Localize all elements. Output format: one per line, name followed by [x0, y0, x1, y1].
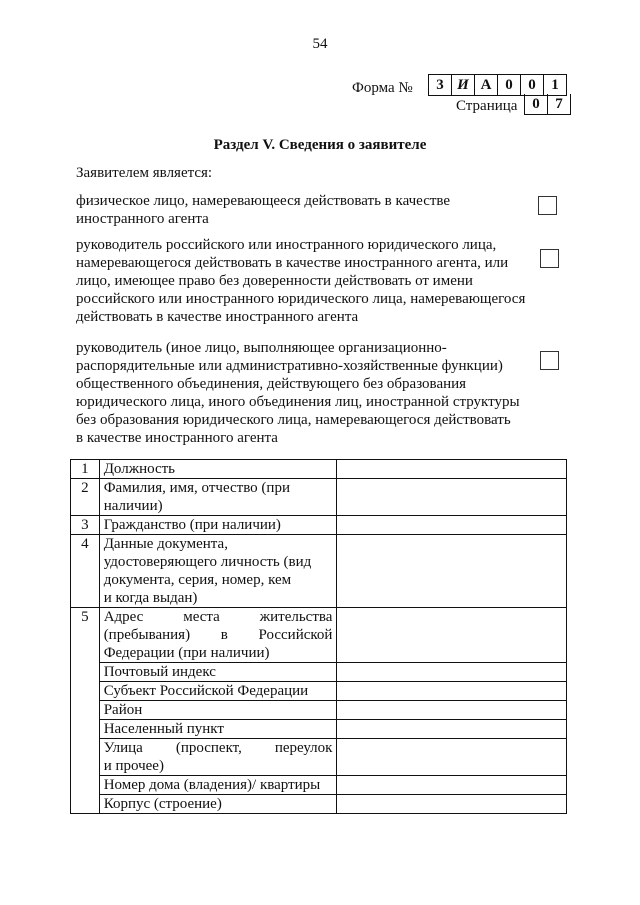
field-value-locality[interactable] [337, 720, 567, 739]
option-legal-entity-head-text: руководитель российского или иностранного юридического лица, намеревающегося действовать в качестве иностранного агента, или лицо, имеющее право без доверенности действовать от имени российского или иностранного юридического лица, намеревающегося действовать в качестве иностранного агента [76, 237, 526, 325]
table-row [71, 739, 567, 776]
row-number: 2 [71, 479, 100, 516]
page-label: Страница [456, 98, 518, 114]
field-label-position: Должность [99, 460, 337, 479]
label-line: и когда выдан) [103, 590, 198, 606]
label-line: документа, серия, номер, кем [103, 572, 292, 588]
field-value-identity-document[interactable] [337, 535, 567, 608]
label-line: Данные документа, [103, 536, 228, 552]
form-code-cell: 0 [498, 75, 521, 95]
field-value-postal-code[interactable] [337, 663, 567, 682]
option-association-head-text: руководитель (иное лицо, выполняющее организационно- распорядительные или административно-хозяйственные функции) общественного объединения, действующего без образования юридического лица, иного объединения лиц, иностранной структуры без образования юридического лица, намеревающегося действовать в качестве иностранного агента [76, 340, 520, 446]
form-code-cell: 1 [551, 77, 559, 93]
field-label-district: Район [99, 701, 337, 720]
field-label-citizenship: Гражданство (при наличии) [99, 516, 337, 535]
row-number: 4 [71, 535, 100, 608]
form-code-cell: 0 [521, 75, 544, 95]
row-number: 1 [71, 460, 100, 479]
table-row [71, 663, 567, 682]
label-line: Федерации (при наличии) [103, 645, 270, 661]
applicant-intro: Заявителем является: [76, 165, 213, 181]
field-value-federal-subject[interactable] [337, 682, 567, 701]
table-row [71, 720, 567, 739]
page-code-cell: 7 [555, 96, 563, 112]
table-row [71, 516, 567, 535]
label-line: (пребывания) в Российской [103, 627, 333, 643]
field-value-street[interactable] [337, 739, 567, 776]
field-value-residence-address[interactable] [337, 608, 567, 663]
form-number-label: Форма № [352, 80, 413, 96]
table-row [71, 479, 567, 516]
field-label-residence-address [99, 608, 337, 663]
table-row [71, 682, 567, 701]
field-value-district[interactable] [337, 701, 567, 720]
field-value-position[interactable] [337, 460, 567, 479]
table-row [71, 608, 567, 663]
label-line: и прочее) [103, 758, 164, 774]
field-label-building: Корпус (строение) [99, 795, 337, 814]
section-title: Раздел V. Сведения о заявителе [213, 137, 427, 153]
field-label-street [99, 739, 337, 776]
field-label-locality: Населенный пункт [99, 720, 337, 739]
table-row [71, 795, 567, 814]
label-line: Адрес места жительства [103, 609, 333, 625]
table-row [71, 701, 567, 720]
field-label-identity-document [99, 535, 337, 608]
row-number: 5 [71, 608, 100, 814]
field-label-federal-subject: Субъект Российской Федерации [99, 682, 337, 701]
page-number: 54 [312, 36, 328, 52]
label-line: Фамилия, имя, отчество (при [103, 480, 290, 496]
form-code-cell: 3 [429, 75, 452, 95]
label-line: Улица (проспект, переулок [103, 740, 333, 756]
field-label-house-apartment: Номер дома (владения)/ квартиры [99, 776, 337, 795]
field-value-building[interactable] [337, 795, 567, 814]
field-label-full-name [99, 479, 337, 516]
field-value-citizenship[interactable] [337, 516, 567, 535]
applicant-details-table [70, 459, 567, 814]
option-association-head-checkbox[interactable] [540, 351, 559, 370]
option-individual-text: физическое лицо, намеревающееся действовать в качестве иностранного агента [76, 193, 451, 227]
label-line: удостоверяющего личность (вид [103, 554, 312, 570]
field-value-full-name[interactable] [337, 479, 567, 516]
field-value-house-apartment[interactable] [337, 776, 567, 795]
page-code [524, 94, 571, 115]
option-individual-checkbox[interactable] [538, 196, 557, 215]
form-code [428, 74, 567, 96]
page-code-cell: 0 [525, 94, 548, 114]
table-row [71, 776, 567, 795]
row-number: 3 [71, 516, 100, 535]
form-code-cell: И [452, 75, 475, 95]
table-row [71, 535, 567, 608]
form-code-cell: А [475, 75, 498, 95]
label-line: наличии) [103, 498, 163, 514]
table-row [71, 460, 567, 479]
option-legal-entity-head-checkbox[interactable] [540, 249, 559, 268]
field-label-postal-code: Почтовый индекс [99, 663, 337, 682]
